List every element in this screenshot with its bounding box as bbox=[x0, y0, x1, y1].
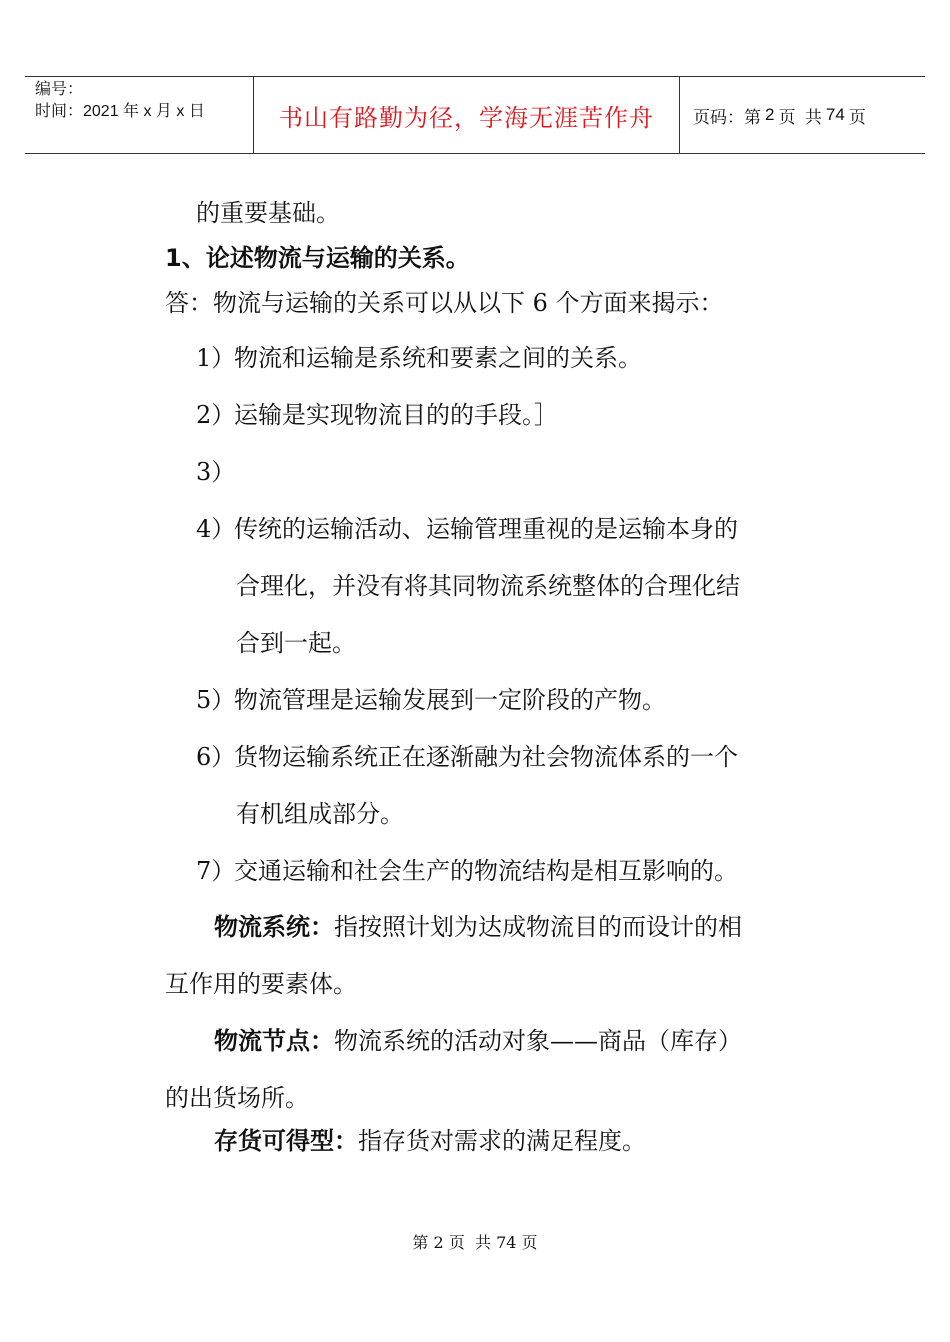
definition-item bbox=[214, 1026, 742, 1056]
page-footer bbox=[0, 1230, 950, 1253]
page-end: 页 bbox=[848, 107, 866, 127]
item-number: 1） bbox=[196, 344, 236, 372]
item-number: 4） bbox=[196, 515, 236, 543]
footer-pre: 第 bbox=[412, 1233, 429, 1252]
page-num: 2 bbox=[765, 105, 775, 124]
item-number: 5） bbox=[196, 686, 236, 714]
list-item bbox=[196, 856, 738, 886]
list-item bbox=[196, 685, 666, 715]
definition-text-continued: 互作用的要素体。 bbox=[165, 970, 357, 998]
list-item bbox=[196, 514, 738, 544]
item-number: 2） bbox=[196, 401, 236, 429]
definition-term: 存货可得型： bbox=[214, 1127, 358, 1155]
page-header bbox=[25, 76, 925, 154]
item-number: 3） bbox=[196, 458, 236, 486]
definition-text: 指存货对需求的满足程度。 bbox=[358, 1127, 646, 1155]
item-text: 传统的运输活动、运输管理重视的是运输本身的 bbox=[234, 515, 738, 543]
footer-total: 74 bbox=[496, 1233, 517, 1252]
list-item bbox=[196, 400, 558, 430]
definition-item bbox=[214, 912, 742, 942]
definition-text: 指按照计划为达成物流目的而设计的相 bbox=[334, 913, 742, 941]
header-motto-cell bbox=[254, 77, 680, 153]
item-number: 7） bbox=[196, 857, 236, 885]
item-text: 物流和运输是系统和要素之间的关系。 bbox=[234, 344, 642, 372]
header-meta bbox=[25, 77, 254, 153]
definition-text: 物流系统的活动对象——商品（库存） bbox=[334, 1027, 742, 1055]
list-item bbox=[196, 742, 738, 772]
page-label: 页码：第 bbox=[693, 107, 761, 127]
item-number: 6） bbox=[196, 743, 236, 771]
page-mid: 页 共 bbox=[778, 107, 822, 127]
item-text-continued: 合到一起。 bbox=[236, 629, 356, 657]
footer-page: 2 bbox=[433, 1233, 444, 1252]
footer-end: 页 bbox=[521, 1233, 538, 1252]
time-label: 时间：2021 年 x 月 x 日 bbox=[35, 103, 205, 120]
code-label: 编号： bbox=[35, 81, 84, 98]
item-text: 物流管理是运输发展到一定阶段的产物。 bbox=[234, 686, 666, 714]
item-text: 运输是实现物流目的的手段。］ bbox=[234, 401, 558, 429]
header-page-info bbox=[680, 77, 925, 153]
section-heading: 1、论述物流与运输的关系。 bbox=[165, 244, 470, 272]
definition-item bbox=[214, 1126, 646, 1156]
definition-term: 物流系统： bbox=[214, 913, 334, 941]
item-text: 交通运输和社会生产的物流结构是相互影响的。 bbox=[234, 857, 738, 885]
item-text-continued: 合理化，并没有将其同物流系统整体的合理化结 bbox=[236, 572, 740, 600]
list-item bbox=[196, 343, 642, 373]
definition-text-continued: 的出货场所。 bbox=[165, 1084, 309, 1112]
page-total: 74 bbox=[825, 105, 845, 124]
definition-term: 物流节点： bbox=[214, 1027, 334, 1055]
intro-tail: 的重要基础。 bbox=[196, 199, 340, 227]
motto-text: 书山有路勤为径，学海无涯苦作舟 bbox=[279, 103, 654, 132]
answer-intro: 答：物流与运输的关系可以从以下 6 个方面来揭示： bbox=[165, 289, 724, 317]
list-item bbox=[196, 457, 234, 487]
item-text-continued: 有机组成部分。 bbox=[236, 800, 404, 828]
footer-mid: 页 共 bbox=[448, 1233, 491, 1252]
item-text: 货物运输系统正在逐渐融为社会物流体系的一个 bbox=[234, 743, 738, 771]
